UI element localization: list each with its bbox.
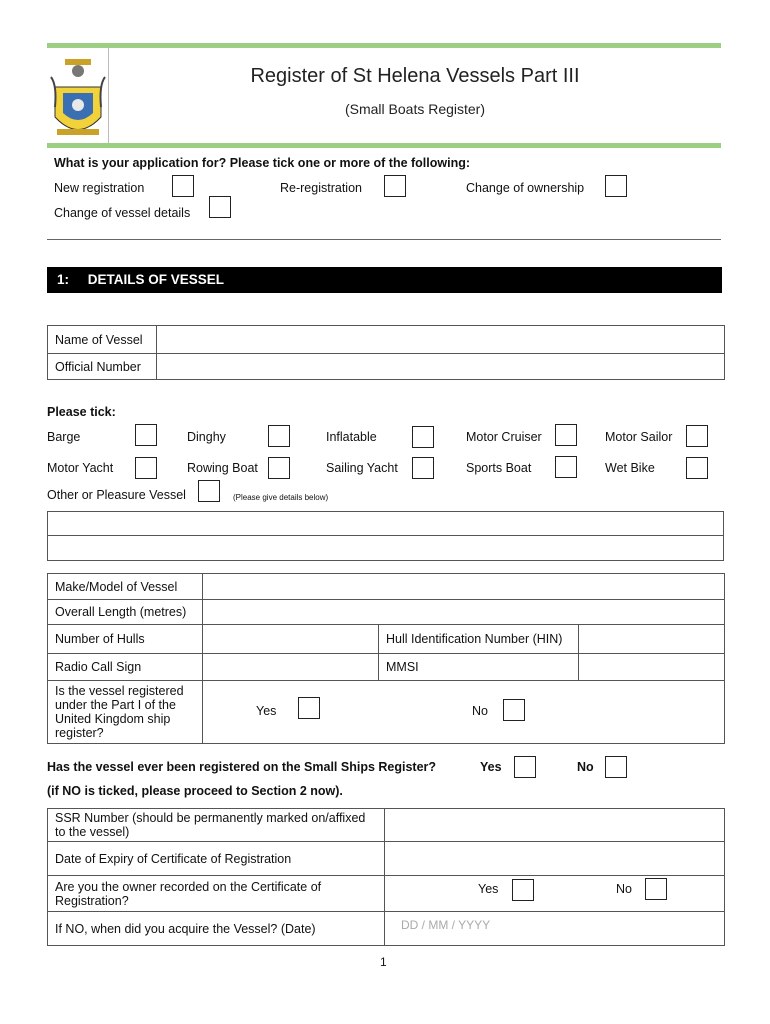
date-placeholder: DD / MM / YYYY xyxy=(401,918,491,932)
barge-checkbox[interactable] xyxy=(135,424,157,446)
type-dinghy-label: Dinghy xyxy=(187,430,226,444)
official-number-field[interactable] xyxy=(157,354,725,380)
re-registration-checkbox[interactable] xyxy=(384,175,406,197)
make-model-field[interactable] xyxy=(203,574,725,600)
hin-field[interactable] xyxy=(579,625,725,654)
owner-recorded-answer-cell xyxy=(385,876,725,912)
other-details-line-2[interactable] xyxy=(48,536,724,561)
type-wet-bike-label: Wet Bike xyxy=(605,461,655,475)
change-details-checkbox[interactable] xyxy=(209,196,231,218)
mmsi-label: MMSI xyxy=(379,654,579,681)
inflatable-checkbox[interactable] xyxy=(412,426,434,448)
option-new-registration-label: New registration xyxy=(54,181,145,195)
uk-registered-no-label: No xyxy=(472,704,488,718)
overall-length-field[interactable] xyxy=(203,600,725,625)
coat-of-arms-logo xyxy=(47,47,109,145)
number-of-hulls-label: Number of Hulls xyxy=(48,625,203,654)
ssr-yes-label: Yes xyxy=(480,760,502,774)
radio-call-sign-label: Radio Call Sign xyxy=(48,654,203,681)
owner-recorded-label: Are you the owner recorded on the Certificate of Registration? xyxy=(48,876,385,912)
uk-registered-yes-label: Yes xyxy=(256,704,277,718)
type-sailing-yacht-label: Sailing Yacht xyxy=(326,461,398,475)
hin-label: Hull Identification Number (HIN) xyxy=(379,625,579,654)
option-change-ownership-label: Change of ownership xyxy=(466,181,585,195)
motor-cruiser-checkbox[interactable] xyxy=(555,424,577,446)
number-of-hulls-field[interactable] xyxy=(203,625,379,654)
ssr-question: Has the vessel ever been registered on the Small Ships Register? xyxy=(47,760,437,774)
new-registration-checkbox[interactable] xyxy=(172,175,194,197)
uk-registered-yes-checkbox[interactable] xyxy=(298,697,320,719)
type-motor-yacht-label: Motor Yacht xyxy=(47,461,114,475)
type-motor-sailor-label: Motor Sailor xyxy=(605,430,673,444)
other-details-line-1[interactable] xyxy=(48,512,724,536)
name-of-vessel-field[interactable] xyxy=(157,326,725,354)
sailing-yacht-checkbox[interactable] xyxy=(412,457,434,479)
bottom-green-rule xyxy=(47,143,721,148)
motor-sailor-checkbox[interactable] xyxy=(686,425,708,447)
type-other-label: Other or Pleasure Vessel xyxy=(47,488,186,502)
please-tick-label: Please tick: xyxy=(47,405,116,419)
expiry-date-label: Date of Expiry of Certificate of Registration xyxy=(48,842,385,876)
expiry-date-field[interactable] xyxy=(385,842,725,876)
owner-recorded-no-checkbox[interactable] xyxy=(645,878,667,900)
option-re-registration-label: Re-registration xyxy=(280,181,362,195)
document-header xyxy=(47,47,721,145)
ssr-number-field[interactable] xyxy=(385,809,725,842)
overall-length-label: Overall Length (metres) xyxy=(48,600,203,625)
sports-boat-checkbox[interactable] xyxy=(555,456,577,478)
ssr-yes-checkbox[interactable] xyxy=(514,756,536,778)
type-motor-cruiser-label: Motor Cruiser xyxy=(466,430,542,444)
make-model-label: Make/Model of Vessel xyxy=(48,574,203,600)
application-question: What is your application for? Please tick one or more of the following: xyxy=(54,156,471,170)
wet-bike-checkbox[interactable] xyxy=(686,457,708,479)
page-title: Register of St Helena Vessels Part III xyxy=(250,65,580,87)
ssr-table xyxy=(47,808,725,946)
radio-call-sign-field[interactable] xyxy=(203,654,379,681)
option-change-details-label: Change of vessel details xyxy=(54,206,191,220)
vessel-name-table xyxy=(47,325,725,380)
page-number: 1 xyxy=(380,955,387,969)
acquire-date-field[interactable] xyxy=(385,912,725,946)
crest-icon xyxy=(47,47,109,145)
other-details-table xyxy=(47,511,724,561)
type-barge-label: Barge xyxy=(47,430,81,444)
divider xyxy=(47,239,721,240)
vessel-details-table xyxy=(47,573,725,744)
acquire-date-label: If NO, when did you acquire the Vessel? (Date) xyxy=(48,912,385,946)
ssr-no-label: No xyxy=(577,760,594,774)
type-inflatable-label: Inflatable xyxy=(326,430,377,444)
change-ownership-checkbox[interactable] xyxy=(605,175,627,197)
name-of-vessel-label: Name of Vessel xyxy=(48,326,157,354)
ssr-number-label: SSR Number (should be permanently marked on/affixed to the vessel) xyxy=(48,809,385,842)
uk-registered-answer-cell xyxy=(203,681,725,744)
owner-recorded-yes-checkbox[interactable] xyxy=(512,879,534,901)
mmsi-field[interactable] xyxy=(579,654,725,681)
page-subtitle: (Small Boats Register) xyxy=(344,101,486,117)
official-number-label: Official Number xyxy=(48,354,157,380)
uk-registered-label: Is the vessel registered under the Part I of the United Kingdom ship register? xyxy=(48,681,203,744)
other-details-note: (Please give details below) xyxy=(233,493,329,502)
owner-recorded-no-label: No xyxy=(616,882,632,896)
other-vessel-checkbox[interactable] xyxy=(198,480,220,502)
type-sports-boat-label: Sports Boat xyxy=(466,461,532,475)
dinghy-checkbox[interactable] xyxy=(268,425,290,447)
uk-registered-no-checkbox[interactable] xyxy=(503,699,525,721)
owner-recorded-yes-label: Yes xyxy=(478,882,499,896)
type-rowing-boat-label: Rowing Boat xyxy=(187,461,258,475)
ssr-no-checkbox[interactable] xyxy=(605,756,627,778)
motor-yacht-checkbox[interactable] xyxy=(135,457,157,479)
rowing-boat-checkbox[interactable] xyxy=(268,457,290,479)
section-1-heading: 1: DETAILS OF VESSEL xyxy=(47,267,722,293)
ssr-note: (if NO is ticked, please proceed to Section 2 now). xyxy=(47,784,343,798)
